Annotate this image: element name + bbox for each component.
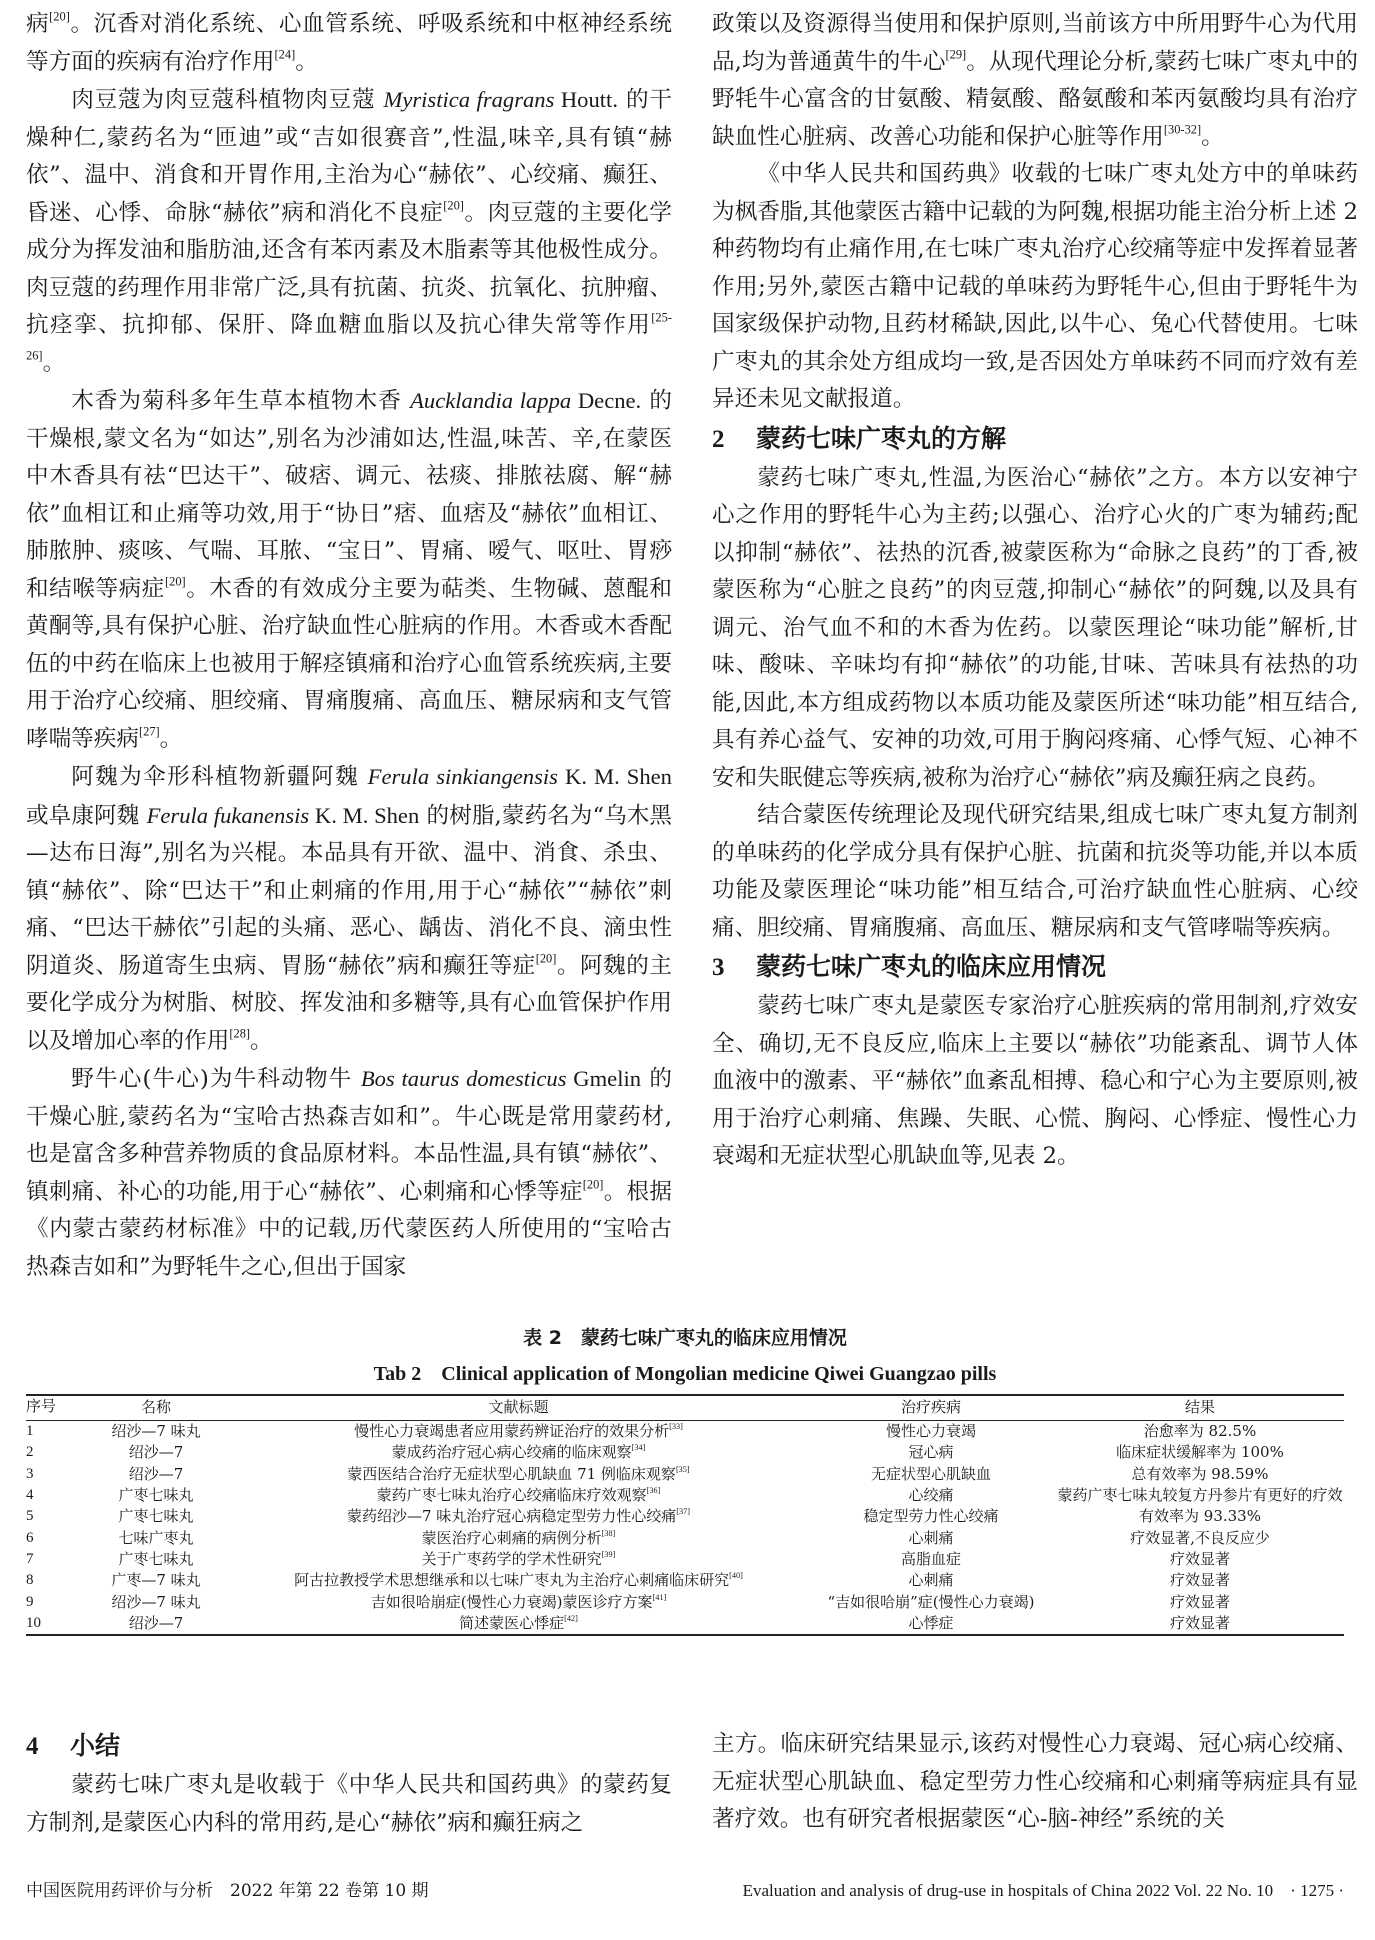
section-heading-4: 4 小结 <box>26 1731 121 1760</box>
header-disease: 治疗疾病 <box>900 1398 961 1416</box>
cell-result: 临床症状缓解率为 100% <box>1116 1443 1284 1462</box>
citation: [25-26] <box>26 310 672 362</box>
cell-name: 广枣—7 味丸 <box>111 1571 201 1590</box>
table-body <box>26 1421 1344 1635</box>
cell-result: 总有效率为 98.59% <box>1131 1464 1269 1483</box>
cell-title: 蒙药绍沙—7 味丸治疗冠心病稳定型劳力性心绞痛[37] <box>346 1507 691 1526</box>
cell-no: 8 <box>26 1572 34 1589</box>
cell-result: 疗效显著,不良反应少 <box>1130 1528 1270 1547</box>
citation: [24] <box>274 46 296 61</box>
cell-title: 蒙西医结合治疗无症状型心肌缺血 71 例临床观察[35] <box>347 1464 690 1483</box>
cell-no: 10 <box>26 1614 41 1631</box>
cell-name: 绍沙—7 <box>128 1443 184 1462</box>
table-header-row <box>26 1395 1344 1421</box>
paragraph-pharmacopoeia: 《中华人民共和国药典》收载的七味广枣丸处方中的单味药为枫香脂,其他蒙医古籍中记载的为阿魏,根据功能主治分析上述 2 种药物均有止痛作用,在七味广枣丸治疗心绞痛等症中发挥着显著作用;另外,蒙医古籍中记载的单味药为野牦牛心,但由于野牦牛为国家级保护动物,且药材稀缺,因此,以牛心、兔心代替使用。七味广枣丸的其余处方组成均一致,是否因处方单味药不同而疗效有差异还未见文献报道。 <box>712 161 1358 412</box>
cell-disease: “吉如很哈崩”症(慢性心力衰竭) <box>827 1592 1035 1611</box>
citation: [29] <box>945 46 967 61</box>
table-row <box>26 1421 1344 1443</box>
citation: [42] <box>564 1613 578 1623</box>
footer-journal-cn: 中国医院用药评价与分析 2022 年第 22 卷第 10 期 <box>26 1881 429 1901</box>
citation: [33] <box>669 1422 683 1432</box>
table-row <box>26 1485 1344 1506</box>
citation: [27] <box>138 723 160 738</box>
cell-no: 7 <box>26 1550 34 1567</box>
paragraph-asafoetida: 阿魏为伞形科植物新疆阿魏 Ferula sinkiangensis K. M. Shen 或阜康阿魏 Ferula fukanensis K. M. Shen 的树脂,蒙药名为“乌木黑—达布日海”,别名为兴棍。本品具有开欲、温中、消食、杀虫、镇“赫依”、除“巴达干”和止刺痛的作用,用于心“赫依”“赫依”刺痛、“巴达干赫依”引起的头痛、恶心、龋齿、消化不良、滴虫性阴道炎、肠道寄生虫病、胃肠“赫依”病和癫狂等症[20]。阿魏的主要化学成分为树脂、树胶、挥发油和多糖等,具有心血管保护作用以及增加心率的作用[28]。 <box>26 764 672 1054</box>
cell-name: 广枣七味丸 <box>118 1549 194 1568</box>
cell-title: 蒙成药治疗冠心病心绞痛的临床观察[34] <box>391 1443 646 1462</box>
header-name: 名称 <box>140 1398 171 1416</box>
paragraph-nutmeg: 肉豆蔻为肉豆蔻科植物肉豆蔻 Myristica fragrans Houtt. 的干燥种仁,蒙药名为“匝迪”或“吉如很赛音”,性温,味辛,具有镇“赫依”、温中、消食和开胃作用,主治为心“赫依”、心绞痛、癫狂、昏迷、心悸、命脉“赫依”病和消化不良症[20]。肉豆蔻的主要化学成分为挥发油和脂肪油,还含有苯丙素及木脂素等其他极性成分。肉豆蔻的药理作用非常广泛,具有抗菌、抗炎、抗氧化、抗肿瘤、抗痉挛、抗抑郁、保肝、降血糖血脂以及抗心律失常等作用[25-26]。 <box>26 87 673 376</box>
bottom-left-column <box>26 1726 672 1842</box>
citation: [39] <box>601 1549 616 1559</box>
cell-title: 简述蒙医心悸症[42] <box>459 1613 578 1632</box>
cell-no: 4 <box>26 1487 34 1504</box>
latin-name: Bos taurus domesticus <box>360 1066 567 1091</box>
table-caption-en: Tab 2 Clinical application of Mongolian medicine Qiwei Guangzao pills <box>373 1363 997 1385</box>
section-heading-3: 3 蒙药七味广枣丸的临床应用情况 <box>712 952 1107 981</box>
citation: [20] <box>535 950 557 965</box>
latin-name: Aucklandia lappa <box>410 388 572 413</box>
paragraph-combined-results: 结合蒙医传统理论及现代研究结果,组成七味广枣丸复方制剂的单味药的化学成分具有保护心脏、抗菌和抗炎等功能,并以本质功能及蒙医理论“味功能”相互结合,可治疗缺血性心脏病、心绞痛、胆绞痛、胃痛腹痛、高血压、糖尿病和支气管哮喘等疾病。 <box>712 802 1358 941</box>
citation: [20] <box>443 197 464 212</box>
header-no: 序号 <box>26 1399 57 1415</box>
cell-disease: 心刺痛 <box>908 1571 954 1590</box>
cell-title: 关于广枣药学的学术性研究[39] <box>421 1549 616 1568</box>
paragraph-agarwood-end: 病[20]。沉香对消化系统、心血管系统、呼吸系统和中枢神经系统等方面的疾病有治疗作用[24]。 <box>26 9 673 75</box>
table-row <box>26 1549 1344 1570</box>
cell-name: 七味广枣丸 <box>118 1528 194 1547</box>
cell-disease: 冠心病 <box>908 1443 954 1462</box>
table-row <box>26 1527 1344 1548</box>
citation: [34] <box>631 1443 646 1453</box>
cell-title: 阿古拉教授学术思想继承和以七味广枣丸为主治疗心刺痛临床研究[40] <box>294 1571 743 1590</box>
cell-result: 疗效显著 <box>1169 1549 1230 1568</box>
citation: [20] <box>582 1176 604 1191</box>
citation: [28] <box>229 1025 251 1040</box>
citation: [41] <box>652 1592 667 1602</box>
left-column <box>26 6 672 1286</box>
section-heading-2: 2 蒙药七味广枣丸的方解 <box>712 423 1007 453</box>
cell-result: 蒙药广枣七味丸较复方丹参片有更好的疗效 <box>1057 1486 1343 1505</box>
table-row <box>26 1506 1344 1527</box>
citation: [30-32] <box>1163 121 1202 136</box>
table-row <box>26 1613 1344 1635</box>
cell-name: 绍沙—7 味丸 <box>111 1592 201 1611</box>
cell-result: 治愈率为 82.5% <box>1143 1422 1257 1441</box>
right-column <box>712 6 1358 1176</box>
clinical-application-table <box>26 1394 1344 1636</box>
cell-result: 疗效显著 <box>1169 1592 1230 1611</box>
cell-no: 1 <box>26 1423 34 1440</box>
cell-disease: 慢性心力衰竭 <box>885 1422 976 1441</box>
paragraph-formula-analysis: 蒙药七味广枣丸,性温,为医治心“赫依”之方。本方以安神宁心之作用的野牦牛心为主药;以强心、治疗心火的广枣为辅药;配以抑制“赫依”、祛热的沉香,被蒙医称为“命脉之良药”的丁香,被蒙医称为“心脏之良药”的肉豆蔻,抑制心“赫依”的阿魏,以及具有调元、治气血不和的木香为佐药。以蒙医理论“味功能”解析,甘味、酸味、辛味均有抑“赫依”的功能,甘味、苦味具有祛热的功能,因此,本方组成药物以本质功能及蒙医所述“味功能”相互结合,具有养心益气、安神的功效,可用于胸闷疼痛、心悸气短、心神不安和失眠健忘等疾病,被称为治疗心“赫依”病及癫狂病之良药。 <box>712 464 1358 791</box>
cell-no: 6 <box>26 1529 34 1546</box>
cell-disease: 稳定型劳力性心绞痛 <box>863 1507 999 1526</box>
citation: [35] <box>675 1464 690 1474</box>
citation: [40] <box>729 1571 743 1581</box>
citation: [20] <box>164 573 186 588</box>
citation: [37] <box>676 1507 691 1517</box>
latin-name: Ferula fukanensis <box>146 802 310 828</box>
cell-result: 疗效显著 <box>1169 1571 1230 1590</box>
header-result: 结果 <box>1184 1398 1215 1416</box>
paragraph-costus: 木香为菊科多年生草本植物木香 Aucklandia lappa Decne. 的干燥根,蒙文名为“如达”,别名为沙浦如达,性温,味苦、辛,在蒙医中木香具有祛“巴达干”、破痞、调元、祛痰、排脓祛腐、解“赫依”血相讧和止痛等功效,用于“协日”痞、血痞及“赫依”血相讧、肺脓肿、痰咳、气喘、耳脓、“宝日”、胃痛、嗳气、呕吐、胃痧和结喉等病症[20]。木香的有效成分主要为萜类、生物碱、蒽醌和黄酮等,具有保护心脏、治疗缺血性心脏病的作用。木香或木香配伍的中药在临床上也被用于解痉镇痛和治疗心血管系统疾病,主要用于治疗心绞痛、胆绞痛、胃痛腹痛、高血压、糖尿病和支气管哮喘等疾病[27]。 <box>26 388 673 752</box>
paragraph-summary-cont: 主方。临床研究结果显示,该药对慢性心力衰竭、冠心病心绞痛、无症状型心肌缺血、稳定型劳力性心绞痛和心刺痛等病症具有显著疗效。也有研究者根据蒙医“心-脑-神经”系统的关 <box>712 1731 1358 1832</box>
cell-no: 9 <box>26 1593 34 1610</box>
cell-result: 疗效显著 <box>1169 1613 1230 1632</box>
cell-disease: 高脂血症 <box>900 1549 961 1568</box>
cell-result: 有效率为 93.33% <box>1139 1507 1261 1526</box>
paragraph-yak-heart: 野牛心(牛心)为牛科动物牛 Bos taurus domesticus Gmelin 的干燥心脏,蒙药名为“宝哈古热森吉如和”。牛心既是常用蒙药材,也是富含多种营养物质的食品原材料。本品性温,具有镇“赫依”、镇刺痛、补心的功能,用于心“赫依”、心刺痛和心悸等症[20]。根据《内蒙古蒙药材标准》中的记载,历代蒙医药人所使用的“宝哈古热森吉如和”为野牦牛之心,但出于国家 <box>26 1066 673 1280</box>
cell-name: 绍沙—7 <box>128 1464 184 1483</box>
cell-title: 慢性心力衰竭患者应用蒙药辨证治疗的效果分析[33] <box>354 1422 683 1441</box>
latin-name: Ferula sinkiangensis <box>367 764 558 789</box>
table-2 <box>26 1323 1344 1636</box>
cell-title: 蒙医治疗心刺痛的病例分析[38] <box>421 1528 616 1547</box>
paragraph-clinical-use: 蒙药七味广枣丸是蒙医专家治疗心脏疾病的常用制剂,疗效安全、确切,无不良反应,临床上主要以“赫依”功能紊乱、调节人体血液中的激素、平“赫依”血紊乱相搏、稳心和宁心为主要原则,被用于治疗心刺痛、焦躁、失眠、心慌、胸闷、心悸症、慢性心力衰竭和无症状型心肌缺血等,见表 2。 <box>712 993 1358 1169</box>
cell-name: 广枣七味丸 <box>118 1507 194 1526</box>
cell-no: 3 <box>26 1465 34 1482</box>
cell-name: 绍沙—7 <box>128 1613 184 1632</box>
footer-journal-en: Evaluation and analysis of drug-use in hospitals of China 2022 Vol. 22 No. 10 · 1275 · <box>742 1881 1344 1900</box>
citation: [20] <box>49 9 70 24</box>
cell-title: 吉如很哈崩症(慢性心力衰竭)蒙医诊疗方案[41] <box>370 1592 667 1611</box>
paragraph-summary: 蒙药七味广枣丸是收载于《中华人民共和国药典》的蒙药复方制剂,是蒙医心内科的常用药,是心“赫依”病和癫狂病之 <box>26 1772 672 1836</box>
cell-disease: 心刺痛 <box>908 1528 954 1547</box>
citation: [36] <box>646 1486 661 1496</box>
cell-no: 5 <box>26 1508 34 1525</box>
cell-name: 广枣七味丸 <box>118 1486 194 1505</box>
table-caption-cn: 表 2 蒙药七味广枣丸的临床应用情况 <box>523 1327 847 1349</box>
table-row <box>26 1570 1344 1591</box>
cell-title: 蒙药广枣七味丸治疗心绞痛临床疗效观察[36] <box>376 1486 661 1505</box>
table-row <box>26 1442 1344 1463</box>
paragraph-yak-heart-cont: 政策以及资源得当使用和保护原则,当前该方中所用野牛心为代用品,均为普通黄牛的牛心[29]。从现代理论分析,蒙药七味广枣丸中的野牦牛心富含的甘氨酸、精氨酸、酪氨酸和苯丙氨酸均具有治疗缺血性心脏病、改善心功能和保护心脏等作用[30-32]。 <box>712 11 1359 150</box>
cell-name: 绍沙—7 味丸 <box>111 1422 201 1441</box>
table-row <box>26 1464 1344 1485</box>
latin-name: Myristica fragrans <box>383 87 555 112</box>
cell-no: 2 <box>26 1444 34 1461</box>
header-title: 文献标题 <box>488 1398 549 1416</box>
cell-disease: 无症状型心肌缺血 <box>870 1464 991 1483</box>
bottom-right-column <box>712 1726 1358 1839</box>
cell-disease: 心绞痛 <box>908 1486 954 1505</box>
citation: [38] <box>601 1528 616 1538</box>
table-row <box>26 1591 1344 1612</box>
cell-disease: 心悸症 <box>908 1613 954 1632</box>
